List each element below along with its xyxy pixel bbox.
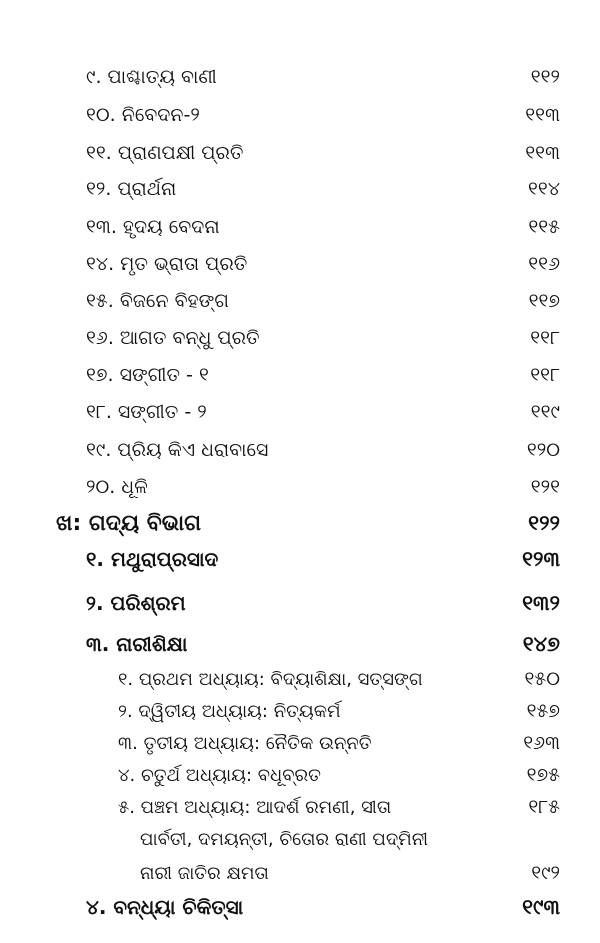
entry-page: ୧୧୮	[530, 364, 560, 386]
entry-title: ୧୩. ହୃଦୟ ବେଦନା	[86, 216, 220, 238]
toc-entry	[0, 358, 600, 392]
toc-entry	[0, 586, 600, 620]
entry-page: ୧୧୬	[528, 253, 560, 275]
toc-entry	[0, 60, 600, 94]
entry-title: ୧୦. ନିବେଦନ-୨	[86, 104, 200, 126]
entry-title: ୯. ପାଶ୍ଚାତ୍ୟ ବାଣୀ	[86, 66, 217, 88]
toc-continuation	[0, 856, 600, 890]
subentry-title: ୪. ଚତୁର୍ଥ ଅଧ୍ୟାୟ: ବଧୂବ୍ରତ	[118, 764, 321, 786]
section-title: ଖ: ଗଦ୍ୟ ବିଭାଗ	[56, 510, 201, 536]
toc-entry	[0, 542, 600, 576]
entry-title: ୧୮. ସଙ୍ଗୀତ - ୨	[86, 401, 207, 423]
toc-subentry	[0, 726, 600, 760]
toc-entry	[0, 321, 600, 355]
subentry-page: ୧୭୫	[526, 764, 560, 786]
entry-title: ୧. ମଥୁରାପ୍ରସାଦ	[86, 547, 219, 571]
toc-entry	[0, 210, 600, 244]
toc-entry	[0, 627, 600, 661]
entry-title: ୧୫. ବିଜନେ ବିହଙ୍ଗ	[86, 290, 229, 312]
entry-title: ୧୨. ପ୍ରାର୍ଥନା	[86, 178, 177, 200]
entry-page: ୧୩୨	[522, 590, 560, 615]
entry-title: ୧୯. ପ୍ରିୟ କିଏ ଧରାବାସେ	[86, 439, 269, 461]
entry-title: ୪. ବନ୍ଧ୍ୟା ଚିକିତ୍ସା	[86, 895, 244, 919]
entry-title: ୩. ନାରୀଶିକ୍ଷା	[86, 632, 188, 656]
subentry-page: ୧୫୭	[526, 700, 560, 722]
continuation-text: ପାର୍ବତୀ, ଦମୟନ୍ତୀ, ଚିତୋର ରାଣୀ ପଦ୍ମିନୀ	[140, 828, 429, 850]
subentry-title: ୧. ପ୍ରଥମ ଅଧ୍ୟାୟ: ବିଦ୍ୟାଶିକ୍ଷା, ସତ୍ସଙ୍ଗ	[118, 668, 423, 690]
toc-entry	[0, 284, 600, 318]
subentry-page: ୧୮୫	[528, 796, 560, 818]
entry-page: ୧୯୩	[522, 894, 560, 919]
entry-page: ୧୨୩	[522, 546, 560, 571]
entry-page: ୧୧୨	[530, 66, 560, 88]
entry-page: ୧୧୮	[530, 327, 560, 349]
subentry-page: ୧୫୦	[524, 668, 560, 690]
subentry-title: ୩. ତୃତୀୟ ଅଧ୍ୟାୟ: ନୈତିକ ଉନ୍ନତି	[118, 732, 372, 754]
section-page: ୧୨୨	[528, 510, 560, 535]
toc-entry	[0, 470, 600, 504]
entry-page: ୧୧୪	[528, 178, 560, 200]
subentry-title: ୫. ପଞ୍ଚମ ଅଧ୍ୟାୟ: ଆଦର୍ଶ ରମଣୀ, ସୀତା	[118, 796, 392, 818]
entry-title: ୧୧. ପ୍ରାଣପକ୍ଷୀ ପ୍ରତି	[86, 142, 244, 164]
toc-entry	[0, 136, 600, 170]
entry-title: ୧୬. ଆଗତ ବନ୍ଧୁ ପ୍ରତି	[86, 327, 260, 349]
toc-subentry	[0, 790, 600, 824]
continuation-text: ନାରୀ ଜାତିର କ୍ଷମତା	[140, 862, 269, 884]
entry-title: ୨୦. ଧୂଳି	[86, 476, 148, 498]
toc-subentry	[0, 694, 600, 728]
entry-page: ୧୨୧	[530, 476, 560, 498]
entry-page: ୧୧୫	[528, 216, 560, 238]
toc-entry	[0, 890, 600, 924]
entry-title: ୧୭. ସଙ୍ଗୀତ - ୧	[86, 364, 209, 386]
toc-subentry	[0, 662, 600, 696]
toc-subentry	[0, 758, 600, 792]
continuation-page: ୧୯୨	[531, 862, 560, 884]
section-heading	[0, 506, 600, 540]
toc-continuation	[0, 822, 600, 856]
toc-entry	[0, 172, 600, 206]
toc-entry	[0, 98, 600, 132]
subentry-title: ୨. ଦ୍ୱିତୀୟ ଅଧ୍ୟାୟ: ନିତ୍ୟକର୍ମ	[118, 700, 341, 722]
toc-entry	[0, 433, 600, 467]
entry-page: ୧୨୦	[526, 439, 560, 461]
entry-title: ୧୪. ମୃତ ଭ୍ରାତା ପ୍ରତି	[86, 253, 248, 275]
entry-page: ୧୧୭	[528, 290, 560, 312]
entry-page: ୧୪୭	[522, 631, 560, 656]
subentry-page: ୧୬୩	[523, 732, 560, 754]
entry-title: ୨. ପରିଶ୍ରମ	[86, 591, 186, 615]
entry-page: ୧୧୩	[525, 142, 560, 164]
toc-entry	[0, 247, 600, 281]
entry-page: ୧୧୯	[530, 401, 560, 423]
toc-entry	[0, 395, 600, 429]
entry-page: ୧୧୩	[525, 104, 560, 126]
